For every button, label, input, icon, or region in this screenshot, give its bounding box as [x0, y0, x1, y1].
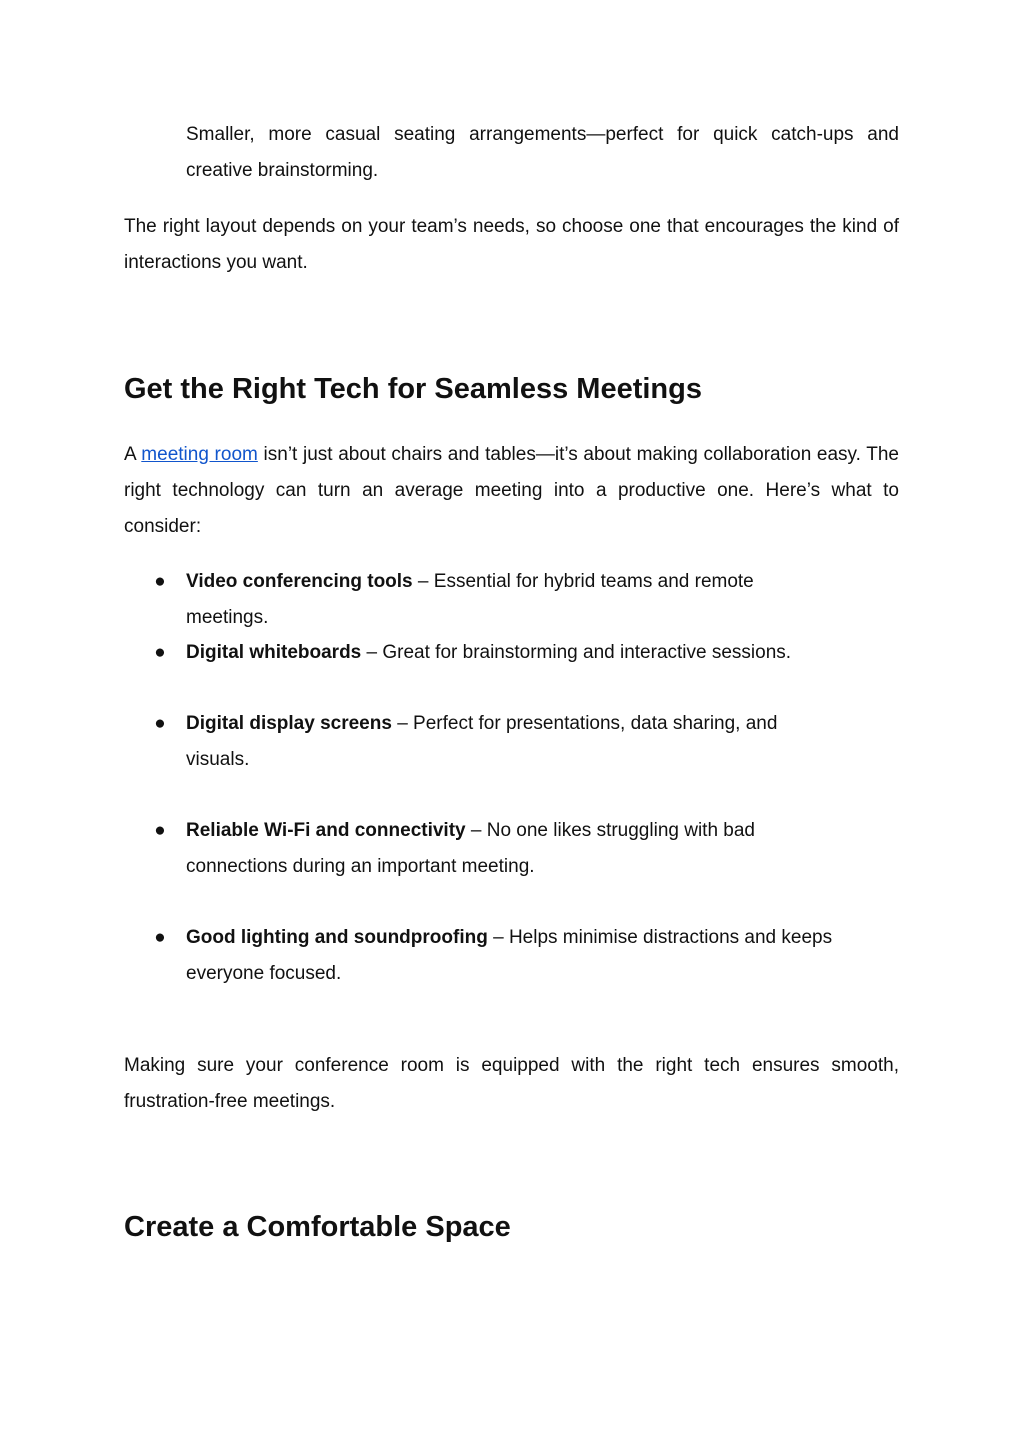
list-item-text	[186, 920, 841, 992]
list-item-title: Digital whiteboards	[186, 642, 362, 663]
list-item-title: Digital display screens	[186, 713, 392, 734]
section-heading-tech: Get the Right Tech for Seamless Meetings	[124, 373, 702, 405]
layout-paragraph: The right layout depends on your team’s needs, so choose one that encourages the kind of interactions you want.	[124, 216, 899, 273]
tech-intro-paragraph	[124, 437, 899, 545]
list-item-desc: – Perfect for presentations, data sharing, and visuals.	[186, 713, 778, 770]
list-item-text	[186, 564, 841, 636]
list-item-desc: – Essential for hybrid teams and remote meetings.	[186, 571, 754, 628]
tech-intro-suffix: isn’t just about chairs and tables—it’s about making collaboration easy. The right technology can turn an average meeting into a productive one. Here’s what to consider:	[124, 444, 899, 537]
list-item-title: Reliable Wi-Fi and connectivity	[186, 820, 466, 841]
list-item-title: Video conferencing tools	[186, 571, 413, 592]
bullet-icon: ●	[154, 927, 166, 948]
tech-intro-prefix: A	[124, 444, 142, 465]
list-item-desc: – No one likes struggling with bad connections during an important meeting.	[186, 820, 755, 877]
seating-description: Smaller, more casual seating arrangements—perfect for quick catch-ups and creative brainstorming.	[186, 124, 899, 181]
tech-closing-paragraph: Making sure your conference room is equipped with the right tech ensures smooth, frustration-free meetings.	[124, 1055, 899, 1112]
list-item-text	[186, 813, 841, 885]
meeting-room-link[interactable]: meeting room	[141, 444, 258, 465]
bullet-icon: ●	[154, 820, 166, 841]
list-item-desc: – Great for brainstorming and interactive sessions.	[361, 642, 792, 663]
list-item-text	[186, 706, 841, 778]
list-item-desc: – Helps minimise distractions and keeps everyone focused.	[186, 927, 833, 984]
section-heading-comfort: Create a Comfortable Space	[124, 1211, 511, 1243]
list-item-title: Good lighting and soundproofing	[186, 927, 488, 948]
bullet-icon: ●	[154, 713, 166, 734]
bullet-icon: ●	[154, 642, 166, 663]
list-item-text	[186, 635, 841, 671]
bullet-icon: ●	[154, 571, 166, 592]
